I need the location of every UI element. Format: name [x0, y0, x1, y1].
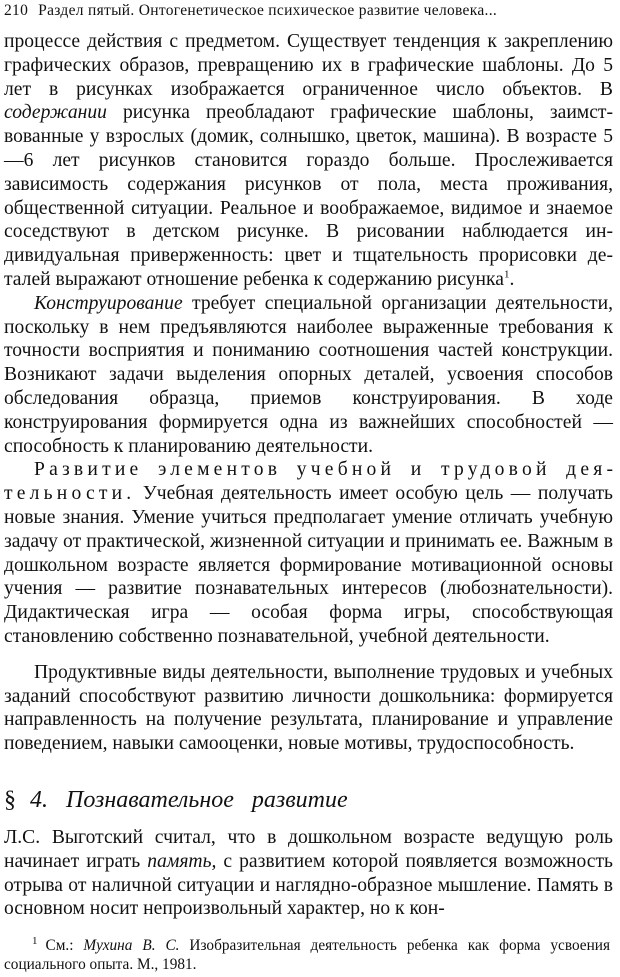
- emphasis-memory: память,: [147, 850, 217, 872]
- page-number: 210: [4, 2, 29, 19]
- paragraph-productive: Продуктивные виды деятельности, выполнение трудовых и учебных заданий способствуют развитию личности дошкольника: формируется направленность на получение результата, планирование и управление поведением, навыки самооценки, новые мотивы, трудоспособность.: [4, 661, 613, 755]
- footnote-author: Мухина В. С.: [83, 937, 180, 954]
- emphasis-content: содержании: [4, 102, 107, 124]
- paragraph-drawing: [4, 30, 613, 292]
- section-number: 4.: [30, 787, 48, 813]
- paragraph-vygotsky-text: Л.С. Выготский считал, что в дошкольном возрасте ведущую роль начинает играть: [4, 827, 613, 872]
- paragraph-drawing-end: .: [509, 268, 515, 290]
- paragraph-drawing-text: процессе действия с предметом. Существует тенденция к закреплению графических образов, превращению их в графические шаблоны. До 5 лет в рисунках изображается ограниченное число объектов. В: [4, 31, 613, 100]
- main-text: [4, 30, 613, 756]
- footnote-text: Изобразительная деятельность ребенка как форма усвоения социального опыта. М., 1981.: [4, 937, 610, 973]
- section-text: [4, 826, 613, 921]
- paragraph-vygotsky: [4, 826, 613, 921]
- footnote-reference[interactable]: 1: [503, 268, 510, 281]
- section-heading: [4, 787, 348, 814]
- footnote: 1 См.: Мухина В. С. Изобразительная деятельность ребенка как форма усвоения социального опыта. М., 1981.: [4, 934, 610, 973]
- spaced-subheading: Развитие элементов учебной и трудовой деятельности.: [4, 459, 613, 505]
- paragraph-drawing-rest: рисунка преобладают графические шаблоны, заимствованные у взрослых (домик, солнышко, цветок, машина). В возрасте 5—6 лет рисунков становится гораздо больше. Прослеживается зависимость содержания рисунков от пола, места проживания, общественной ситуации. Реальное и воображаемое, видимое и знаемое соседствуют в детском рисунке. В рисовании наблюдается индивидуальная приверженность: цвет и тщательность прорисовки деталей выражают отношение ребенка к содержанию рисунка: [4, 102, 613, 290]
- paragraph-vygotsky-rest: с развитием которой появляется возможность отрыва от наличной ситуации и наглядно-образное мышление. Память в основном носит непроизвольный характер, но к кон-: [4, 850, 613, 920]
- paragraph-construction: [4, 292, 613, 459]
- paragraph-learning-text: Учебная деятельность имеет особую цель — получать новые знания. Умение учиться предполагает умение отличать учебную задачу от практической, жизненной ситуации и принимать ее. Важным в дошкольном возрасте является формирование мотивационной основы учения — развитие познавательных интересов (любознательности). Дидактическая игра — особая форма игры, способствующая становлению собственно познавательной, учебной деятельности.: [4, 483, 613, 647]
- section-sign: §: [4, 787, 16, 813]
- section-title: Познавательное развитие: [66, 787, 348, 813]
- emphasis-construction: Конструирование: [34, 292, 183, 314]
- footnote-prefix: См.:: [45, 937, 84, 954]
- running-title: Раздел пятый. Онтогенетическое психическое развитие человека...: [38, 2, 498, 19]
- running-header: [4, 2, 497, 20]
- paragraph-learning: [4, 458, 613, 648]
- paragraph-construction-text: требует специальной организации деятельности, поскольку в нем предъявляются наиболее выраженные требования к точности восприятия и пониманию соотношения частей конструкции. Возникают задачи выделения опорных деталей, усвоения способов обследования образца, приемов конструирования. В ходе конструирования формируется одна из важнейших способностей — способность к планированию деятельности.: [4, 292, 613, 457]
